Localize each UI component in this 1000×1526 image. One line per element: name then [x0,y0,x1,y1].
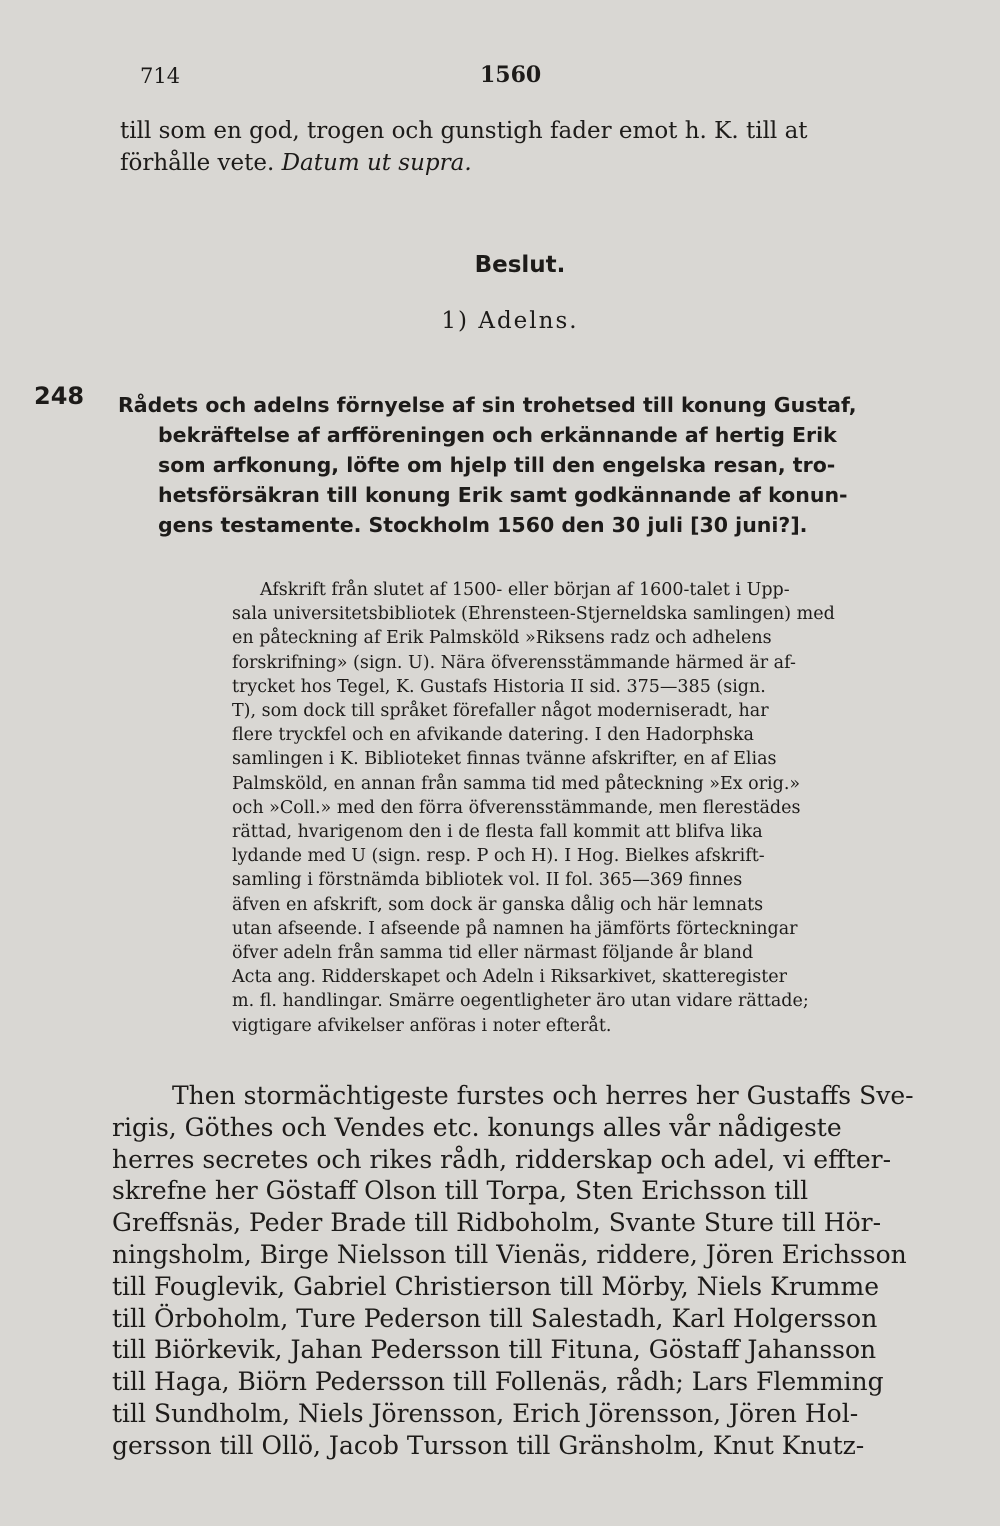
note-line: samlingen i K. Biblioteket finnas tvänne afskrifter, en af Elias [232,749,777,770]
note-line: Palmsköld, en annan från samma tid med påteckning »Ex orig.» [232,773,801,794]
intro-text: förhålle vete. [120,150,275,176]
note-line: äfven en afskrift, som dock är ganska dålig och här lemnats [232,894,764,915]
document-body [112,1080,912,1462]
note-line: Acta ang. Ridderskapet och Adeln i Riksarkivet, skatteregister [232,967,787,988]
body-line: skrefne her Göstaff Olson till Torpa, Sten Erichsson till [112,1176,809,1206]
section-subheading: 1) Adelns. [441,308,579,334]
note-line: flere tryckfel och en afvikande datering. I den Hadorphska [232,725,754,746]
title-line: bekräftelse af arfföreningen och erkännande af hertig Erik [158,423,837,447]
section-heading: Beslut. [474,252,566,278]
title-line: Rådets och adelns förnyelse af sin trohetsed till konung Gustaf, [118,393,857,417]
body-line: till Sundholm, Niels Jörensson, Erich Jörensson, Jören Hol- [112,1398,859,1428]
note-line: öfver adeln från samma tid eller närmast följande år bland [232,943,754,964]
body-line: till Biörkevik, Jahan Pedersson till Fituna, Göstaff Jahansson [112,1335,877,1365]
body-line: herres secretes och rikes rådh, ridderskap och adel, vi effter- [112,1144,892,1174]
intro-line [120,147,920,179]
note-line: Afskrift från slutet af 1500- eller början af 1600-talet i Upp- [260,580,790,600]
note-line: lydande med U (sign. resp. P och H). I Hog. Bielkes afskrift- [232,846,765,867]
note-line: sala universitetsbibliotek (Ehrensteen-Stjerneldska samlingen) med [232,604,835,625]
title-line: gens testamente. Stockholm 1560 den 30 juli [30 juni?]. [158,513,808,537]
note-line: T), som dock till språket förefaller något moderniseradt, har [232,701,769,722]
body-line: till Haga, Biörn Pedersson till Follenäs, rådh; Lars Flemming [112,1367,884,1397]
document-title [118,390,918,540]
intro-paragraph [120,115,920,179]
note-line: m. fl. handlingar. Smärre oegentligheter äro utan vidare rättade; [232,991,809,1012]
document-number: 248 [34,382,85,410]
note-line: vigtigare afvikelser anföras i noter efteråt. [232,1015,612,1036]
page-number: 714 [140,64,181,88]
page-year-header: 1560 [480,62,542,88]
note-line: forskrifning» (sign. U). Nära öfverensstämmande härmed är af- [232,652,796,673]
note-line: rättad, hvarigenom den i de flesta fall kommit att blifva lika [232,822,763,843]
intro-italic-text: Datum ut supra. [281,150,472,176]
body-line: Greffsnäs, Peder Brade till Ridboholm, Svante Sture till Hör- [112,1208,882,1238]
note-line: och »Coll.» med den förra öfverensstämmande, men flerestädes [232,797,801,818]
source-note [232,578,922,1038]
body-line: till Örboholm, Ture Pederson till Salestadh, Karl Holgersson [112,1303,878,1333]
note-line: trycket hos Tegel, K. Gustafs Historia II sid. 375—385 (sign. [232,676,766,697]
body-line: Then stormächtigeste furstes och herres her Gustaffs Sve- [172,1081,914,1110]
body-line: till Fouglevik, Gabriel Christierson till Mörby, Niels Krumme [112,1271,880,1301]
intro-line: till som en god, trogen och gunstigh fader emot h. K. till at [120,118,808,144]
note-line: en påteckning af Erik Palmsköld »Riksens radz och adhelens [232,628,772,649]
body-line: gersson till Ollö, Jacob Tursson till Gränsholm, Knut Knutz- [112,1430,865,1460]
title-line: hetsförsäkran till konung Erik samt godkännande af konun- [158,483,848,507]
note-line: samling i förstnämda bibliotek vol. II fol. 365—369 finnes [232,870,743,891]
body-line: ningsholm, Birge Nielsson till Vienäs, riddere, Jören Erichsson [112,1239,907,1269]
body-line: rigis, Göthes och Vendes etc. konungs alles vår nådigeste [112,1112,842,1142]
note-line: utan afseende. I afseende på namnen ha jämförts förteckningar [232,918,798,939]
title-line: som arfkonung, löfte om hjelp till den engelska resan, tro- [158,453,836,477]
